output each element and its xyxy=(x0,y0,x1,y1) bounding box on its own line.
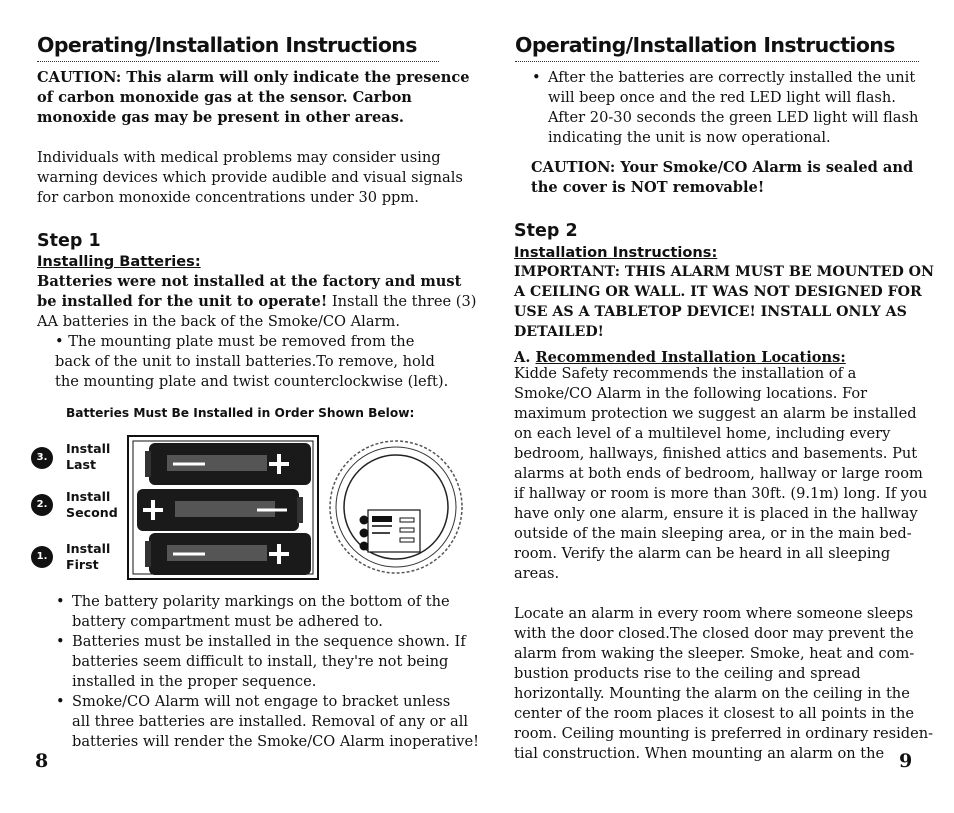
operational-bullet-list xyxy=(513,68,923,148)
step-subtitle: Installing Batteries: xyxy=(37,253,201,270)
marker-label xyxy=(66,541,110,573)
step-marker-3: 3. xyxy=(31,447,53,469)
page-number: 8 xyxy=(35,750,49,772)
important-line: A CEILING OR WALL. IT WAS NOT DESIGNED FOR xyxy=(514,284,922,300)
page-number: 9 xyxy=(899,750,913,772)
mounting-plate-bullet xyxy=(55,332,448,392)
paragraph-line: bedroom, hallways, finished attics and basements. Put xyxy=(514,445,918,462)
marker-label-line: Install xyxy=(66,489,111,504)
marker-label-line: Install xyxy=(66,541,111,556)
battery-notes-list xyxy=(37,592,480,752)
paragraph-line: horizontally. Mounting the alarm on the ceiling in the xyxy=(514,685,910,702)
caution-text xyxy=(37,68,470,128)
battery-3 xyxy=(145,443,311,485)
right-page xyxy=(509,0,935,813)
list-item-line: • After the batteries are correctly installed the unit xyxy=(548,69,916,86)
battery-bold-line: be installed for the unit to operate! xyxy=(37,293,328,310)
marker-label-line: First xyxy=(66,557,99,572)
left-page xyxy=(35,0,480,813)
important-line: IMPORTANT: THIS ALARM MUST BE MOUNTED ON xyxy=(514,264,935,280)
marker-label-line: Second xyxy=(66,505,118,520)
list-item-line: all three batteries are installed. Removal of any or all xyxy=(72,713,469,730)
paragraph-line: alarm from waking the sleeper. Smoke, heat and com- xyxy=(514,645,915,662)
paragraph-line: room. Ceiling mounting is preferred in ordinary residen- xyxy=(514,725,934,742)
important-line: DETAILED! xyxy=(514,324,604,340)
list-item-line: indicating the unit is now operational. xyxy=(548,129,831,146)
battery-bold-line: Batteries were not installed at the factory and must xyxy=(37,273,462,290)
battery-instructions xyxy=(37,272,476,332)
sleeping-rooms-paragraph xyxy=(514,604,933,764)
intro-line: Individuals with medical problems may consider using xyxy=(37,149,441,166)
paragraph-line: if hallway or room is more than 30ft. (9.1m) long. If you xyxy=(514,485,928,502)
battery-line: AA batteries in the back of the Smoke/CO Alarm. xyxy=(37,313,400,330)
list-item-line: • Smoke/CO Alarm will not engage to bracket unless xyxy=(72,693,451,710)
paragraph-line: Kidde Safety recommends the installation of a xyxy=(514,365,857,382)
list-item-line: • The battery polarity markings on the bottom of the xyxy=(72,593,450,610)
marker-label xyxy=(66,489,118,521)
list-item xyxy=(513,68,923,148)
mount-line: the mounting plate and twist counterclockwise (left). xyxy=(55,373,449,390)
list-item-line: batteries seem difficult to install, they're not being xyxy=(72,653,449,670)
paragraph-line: have only one alarm, ensure it is placed in the hallway xyxy=(514,505,918,522)
paragraph-line: Smoke/CO Alarm in the following locations. For xyxy=(514,385,868,402)
paragraph-line: on each level of a multilevel home, including every xyxy=(514,425,891,442)
step-marker-1: 1. xyxy=(31,546,53,568)
section-title: Recommended Installation Locations: xyxy=(535,349,846,366)
important-line: USE AS A TABLETOP DEVICE! INSTALL ONLY AS xyxy=(514,304,907,320)
paragraph-line: bustion products rise to the ceiling and spread xyxy=(514,665,861,682)
page-heading: Operating/Installation Instructions xyxy=(515,32,919,62)
battery-2 xyxy=(137,489,303,531)
important-notice xyxy=(514,262,934,342)
step-title: Step 2 xyxy=(514,221,578,241)
paragraph-line: with the door closed.The closed door may prevent the xyxy=(514,625,914,642)
list-item xyxy=(37,592,477,632)
mount-line: • The mounting plate must be removed from the xyxy=(55,333,415,350)
section-letter: A. xyxy=(514,349,536,366)
paragraph-line: areas. xyxy=(514,565,560,582)
list-item-line: After 20-30 seconds the green LED light will flash xyxy=(548,109,919,126)
caution-line: CAUTION: Your Smoke/CO Alarm is sealed and xyxy=(531,159,914,176)
caution-line: CAUTION: This alarm will only indicate the presence xyxy=(37,69,470,86)
caution-text xyxy=(531,158,913,198)
caution-line: the cover is NOT removable! xyxy=(531,179,765,196)
list-item-line: installed in the proper sequence. xyxy=(72,673,317,690)
list-item-line: • Batteries must be installed in the sequence shown. If xyxy=(72,633,466,650)
page-heading: Operating/Installation Instructions xyxy=(37,32,439,62)
battery-normal-text: Install the three (3) xyxy=(327,293,477,310)
marker-label xyxy=(66,441,110,473)
marker-label-line: Last xyxy=(66,457,97,472)
paragraph-line: maximum protection we suggest an alarm be installed xyxy=(514,405,917,422)
marker-label-line: Install xyxy=(66,441,111,456)
list-item-line: will beep once and the red LED light will flash. xyxy=(548,89,896,106)
caution-line: of carbon monoxide gas at the sensor. Carbon xyxy=(37,89,412,106)
locations-paragraph xyxy=(514,364,927,584)
paragraph-line: alarms at both ends of bedroom, hallway or large room xyxy=(514,465,923,482)
alarm-back-illustration xyxy=(328,432,464,582)
step-subtitle: Installation Instructions: xyxy=(514,244,718,261)
intro-line: warning devices which provide audible and visual signals xyxy=(37,169,463,186)
intro-line: for carbon monoxide concentrations under 30 ppm. xyxy=(37,189,419,206)
list-item-line: batteries will render the Smoke/CO Alarm inoperative! xyxy=(72,733,480,750)
step-marker-2: 2. xyxy=(31,494,53,516)
list-item xyxy=(37,632,477,692)
caution-line: monoxide gas may be present in other areas. xyxy=(37,109,404,126)
paragraph-line: room. Verify the alarm can be heard in all sleeping xyxy=(514,545,891,562)
battery-compartment-illustration xyxy=(127,435,321,581)
intro-paragraph xyxy=(37,148,463,208)
list-item-line: battery compartment must be adhered to. xyxy=(72,613,383,630)
paragraph-line: tial construction. When mounting an alarm on the xyxy=(514,745,885,762)
step-title: Step 1 xyxy=(37,231,101,251)
mount-line: back of the unit to install batteries.To remove, hold xyxy=(55,353,435,370)
battery-1 xyxy=(145,533,311,575)
paragraph-line: center of the room places it closest to all points in the xyxy=(514,705,915,722)
figure-title: Batteries Must Be Installed in Order Shown Below: xyxy=(66,406,415,420)
paragraph-line: Locate an alarm in every room where someone sleeps xyxy=(514,605,914,622)
list-item xyxy=(37,692,480,752)
paragraph-line: outside of the main sleeping area, or in the main bed- xyxy=(514,525,912,542)
